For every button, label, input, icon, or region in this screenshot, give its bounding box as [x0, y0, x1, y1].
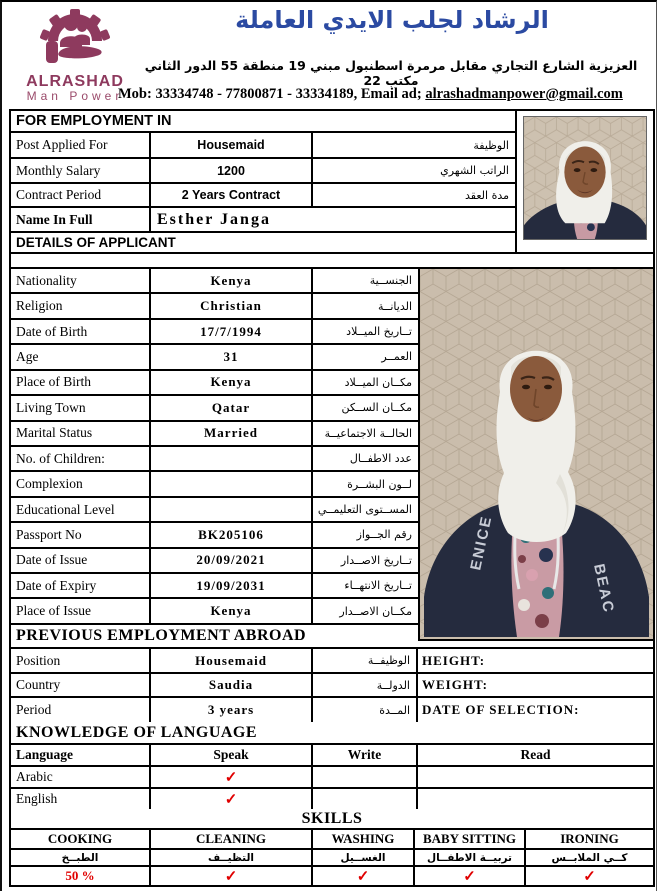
applicant-photo-large-image — [420, 269, 653, 637]
field-value: Qatar — [151, 396, 313, 419]
agency-title-arabic: الرشاد لجلب الايدي العاملة — [235, 6, 549, 34]
table-row — [11, 498, 418, 523]
previous-section-title: PREVIOUS EMPLOYMENT ABROAD — [16, 627, 307, 644]
speak-checkmark: ✓ — [151, 789, 313, 809]
table-row — [11, 269, 418, 294]
field-label: No. of Children: — [11, 447, 151, 470]
table-row — [11, 294, 418, 319]
field-value: 17/7/1994 — [151, 320, 313, 343]
skill-col-header: IRONING — [560, 831, 619, 846]
language-section — [11, 722, 653, 809]
field-value: 20/09/2021 — [151, 549, 313, 572]
table-row — [11, 549, 418, 574]
language-header-row — [11, 745, 653, 767]
skills-section — [11, 809, 653, 885]
field-label-arabic: الراتب الشهري — [440, 164, 509, 177]
read-checkmark — [418, 789, 653, 809]
field-label-arabic: الحالــة الاجتماعيــة — [324, 426, 412, 440]
field-label-arabic: رقم الجــواز — [356, 528, 412, 542]
field-value: 1200 — [151, 159, 313, 182]
employment-section — [11, 111, 653, 254]
field-value — [151, 447, 313, 470]
speak-col-header: Speak — [151, 745, 313, 765]
field-value: Kenya — [151, 371, 313, 394]
language-section-title: KNOWLEDGE OF LANGUAGE — [16, 723, 258, 741]
table-row — [11, 159, 515, 184]
field-label-arabic: تــاريخ الانتهــاء — [344, 579, 412, 593]
field-label-arabic: تــاريخ الميــلاد — [346, 325, 412, 339]
date-of-selection-label: DATE OF SELECTION: — [422, 702, 580, 717]
contact-phones: Mob: 33334748 - 77800871 - 33334189, Email ad; — [118, 86, 426, 102]
details-section — [11, 269, 653, 625]
svg-text:BEAC: BEAC — [590, 562, 618, 616]
field-label: Place of Issue — [11, 599, 151, 622]
field-label: Passport No — [11, 523, 151, 546]
field-label: Place of Birth — [11, 371, 151, 394]
skill-col-header-arabic: تربيــة الاطفــال — [415, 850, 526, 865]
applicant-photo-small-image — [523, 116, 647, 240]
field-label: Monthly Salary — [11, 159, 151, 182]
ironing-checkmark: ✓ — [583, 868, 596, 885]
table-row — [11, 472, 418, 497]
skill-col-header-arabic: التظيــف — [151, 850, 313, 865]
header — [2, 2, 656, 109]
field-label: Age — [11, 345, 151, 368]
write-col-header: Write — [313, 745, 418, 765]
table-row — [11, 767, 653, 789]
speak-checkmark: ✓ — [151, 767, 313, 787]
table-row — [11, 320, 418, 345]
field-value — [151, 472, 313, 495]
field-label: Post Applied For — [11, 133, 151, 157]
language-name: English — [11, 789, 151, 809]
table-row — [11, 133, 515, 159]
contact-email: alrashadmanpower@gmail.com — [425, 86, 623, 102]
skill-col-header: COOKING — [11, 830, 151, 848]
read-col-header: Read — [520, 747, 551, 762]
application-form-table — [9, 109, 655, 887]
language-name: Arabic — [11, 767, 151, 787]
field-value: 3 years — [151, 698, 313, 722]
language-col-header: Language — [11, 745, 151, 765]
write-checkmark — [313, 767, 418, 787]
field-label: Period — [11, 698, 151, 722]
field-label: Date of Expiry — [11, 574, 151, 597]
skill-col-header: BABY SITTING — [415, 830, 526, 848]
field-value: BK205106 — [151, 523, 313, 546]
field-label-arabic: لــون البشــرة — [347, 477, 412, 491]
field-value: Housemaid — [151, 133, 313, 157]
skills-section-title: SKILLS — [301, 809, 363, 827]
field-label: Contract Period — [11, 184, 151, 206]
field-label-arabic: المســتوى التعليمــي — [317, 503, 412, 516]
details-section-title: DETAILS OF APPLICANT — [16, 235, 176, 250]
field-label-arabic: تــاريخ الاصــدار — [340, 553, 412, 567]
field-label: Religion — [11, 294, 151, 317]
table-row — [11, 345, 418, 370]
field-label-arabic: عدد الاطفــال — [349, 452, 412, 466]
field-label-arabic: مكــان الاصــدار — [339, 604, 412, 618]
read-checkmark — [418, 767, 653, 787]
field-value: Kenya — [151, 599, 313, 622]
height-label: HEIGHT: — [422, 652, 486, 668]
skills-header-row — [11, 830, 653, 850]
table-row — [11, 599, 418, 622]
field-value: Saudia — [151, 674, 313, 696]
table-row — [11, 698, 653, 722]
field-label: Date of Birth — [11, 320, 151, 343]
weight-label: WEIGHT: — [422, 677, 488, 692]
field-value: 19/09/2031 — [151, 574, 313, 597]
field-label: Complexion — [11, 472, 151, 495]
field-label-arabic: مدة العقد — [465, 188, 509, 202]
field-label-arabic: المــدة — [313, 698, 418, 722]
skill-col-header-arabic: الطبــخ — [11, 850, 151, 865]
field-label: Nationality — [11, 269, 151, 292]
table-row — [11, 422, 418, 447]
field-label: Country — [11, 674, 151, 696]
employment-section-title: FOR EMPLOYMENT IN — [16, 113, 172, 129]
table-row — [11, 649, 653, 674]
skill-col-header: CLEANING — [151, 830, 313, 848]
field-value: Married — [151, 422, 313, 445]
field-label-arabic: مكــان الســكن — [341, 401, 412, 415]
table-row — [11, 523, 418, 548]
field-label: Living Town — [11, 396, 151, 419]
applicant-photo-large — [418, 269, 653, 641]
field-value: 2 Years Contract — [151, 184, 313, 206]
skills-arabic-row — [11, 850, 653, 867]
table-row — [11, 371, 418, 396]
table-row — [11, 184, 515, 208]
field-label-arabic: الجنســية — [369, 274, 412, 288]
table-row — [11, 208, 515, 233]
cooking-percentage: 50 % — [11, 867, 151, 885]
table-row — [11, 396, 418, 421]
skill-col-header: WASHING — [313, 830, 415, 848]
table-row — [11, 574, 418, 599]
cleaning-checkmark: ✓ — [151, 867, 313, 885]
field-label-arabic: الدولــة — [313, 674, 418, 696]
field-label-arabic: الوظيفــة — [313, 649, 418, 672]
field-value: Christian — [151, 294, 313, 317]
skill-col-header-arabic: كــي الملابــس — [551, 851, 628, 864]
field-value: 31 — [151, 345, 313, 368]
skill-col-header-arabic: الغســيل — [313, 850, 415, 865]
spacer-row — [11, 254, 653, 269]
field-value: Housemaid — [151, 649, 313, 672]
logo-name: ALRASHAD — [26, 73, 124, 90]
field-label: Educational Level — [11, 498, 151, 521]
svg-text:ENICE: ENICE — [467, 513, 496, 572]
applicant-photo-small — [515, 111, 653, 252]
applicant-name-value: Esther Janga — [157, 210, 271, 228]
field-label-arabic: العمــر — [381, 350, 412, 364]
babysitting-checkmark: ✓ — [415, 867, 526, 885]
write-checkmark — [313, 789, 418, 809]
field-label: Date of Issue — [11, 549, 151, 572]
field-label-arabic: الديانــة — [378, 299, 412, 313]
field-label-arabic: مكــان الميــلاد — [344, 375, 412, 389]
logo-subtitle: Man Power — [26, 89, 124, 103]
manpower-logo-icon — [36, 7, 114, 69]
field-value — [151, 498, 313, 521]
field-label: Position — [11, 649, 151, 672]
washing-checkmark: ✓ — [313, 867, 415, 885]
table-row — [11, 789, 653, 809]
skills-value-row — [11, 867, 653, 885]
table-row — [11, 674, 653, 698]
name-in-full-label: Name In Full — [11, 208, 151, 231]
field-label-arabic: الوظيفة — [473, 138, 509, 152]
contact-line — [118, 86, 623, 103]
agency-address-arabic: العزيزية الشارع التجاري مقابل مرمرة اسطنبول مبني 19 منطقة 55 الدور الثاني مكتب 22 — [144, 58, 638, 88]
table-row — [11, 447, 418, 472]
field-value: Kenya — [151, 269, 313, 292]
field-label: Marital Status — [11, 422, 151, 445]
